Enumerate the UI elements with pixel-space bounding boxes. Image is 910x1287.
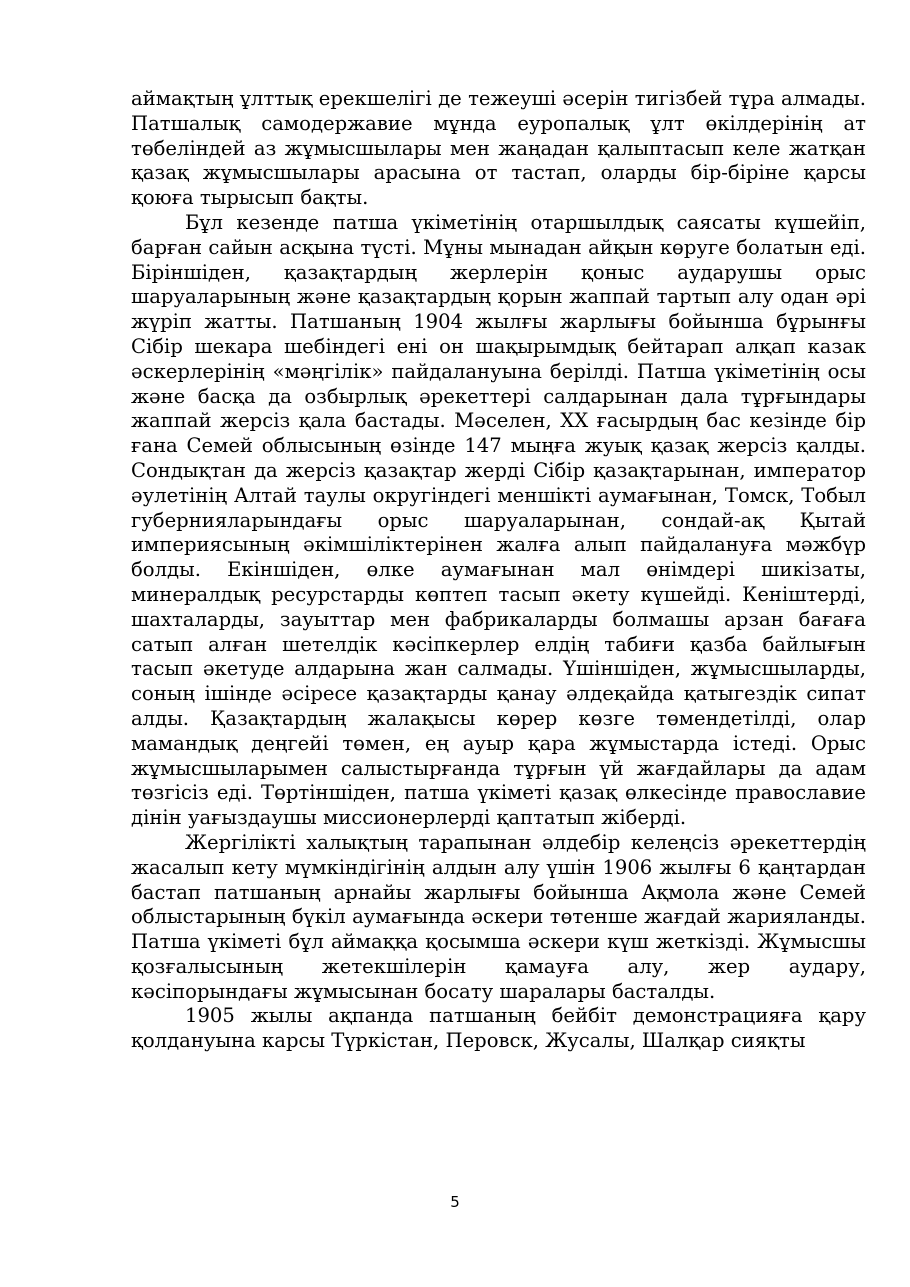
paragraph-3: Жергілікті халықтың тарапынан әлдебір келеңсіз әрекеттердің жасалып кету мүмкіндігінің алдын алу үшін 1906 жылғы 6 қаңтардан бастап патшаның арнайы жарлығы бойынша Ақмола және Семей облыстарының бүкіл аумағында әскери төтенше жағдай жарияланды. Патша үкіметі бұл аймаққа қосымша әскери күш жеткізді. Жұмысшы қозғалысының жетекшілерін қамауға алу, жер аудару, кәсіпорындағы жұмысынан босату шаралары басталды. [131,830,866,1003]
page-number: 5 [450,1193,460,1211]
paragraph-2: Бұл кезенде патша үкіметінің отаршылдық саясаты күшейіп, барған сайын асқына түсті. Мұны мынадан айқын көруге болатын еді. Біріншіден, қазақтардың жерлерін қоныс аударушы орыс шаруаларының және қазақтардың қорын жаппай тартып алу одан әрі жүріп жатты. Патшаның 1904 жылғы жарлығы бойынша бұрынғы Сібір шекара шебіндегі ені он шақырымдық бейтарап алқап казак әскерлерінің «мәңгілік» пайдалануына берілді. Патша үкіметінің осы және басқа да озбырлық әрекеттері салдарынан дала тұрғындары жаппай жерсіз қала бастады. Мәселен, XX ғасырдың бас кезінде бір ғана Семей облысының өзінде 147 мыңға жуық қазақ жерсіз қалды. Сондықтан да жерсіз қазақтар жерді Сібір қазақтарынан, император әулетінің Алтай таулы округіндегі меншікті аумағынан, Томск, Тобыл губернияларындағы орыс шаруаларынан, сондай-ақ Қытай империясының әкімшіліктерінен жалға алып пайдалануға мәжбүр болды. Екіншіден, өлке аумағынан мал өнімдері шикізаты, минералдық ресурстарды көптеп тасып әкету күшейді. Кеніштерді, шахталарды, зауыттар мен фабрикаларды болмашы арзан бағаға сатып алған шетелдік кәсіпкерлер елдің табиғи қазба байлығын тасып әкетуде алдарына жан салмады. Үшіншіден, жұмысшыларды, соның ішінде әсіресе қазақтарды қанау әлдеқайда қатыгездік сипат алды. Қазақтардың жалақысы көрер көзге төмендетілді, олар мамандық деңгейі төмен, ең ауыр қара жұмыстарда істеді. Орыс жұмысшыларымен салыстырғанда тұрғын үй жағдайлары да адам төзгісіз еді. Төртіншіден, патша үкіметі қазақ өлкесінде православие дінін уағыздаушы миссионерлерді қаптатып жіберді. [131,210,866,830]
paragraph-4: 1905 жылы ақпанда патшаның бейбіт демонстрацияға қару қолдануына карсы Түркістан, Перовск, Жусалы, Шалқар сияқты [131,1004,866,1053]
document-body [131,87,866,1054]
paragraph-1: аймақтың ұлттық ерекшелігі де тежеуші әсерін тигізбей тұра алмады. Патшалық самодержавие мұнда еуропалық ұлт өкілдерінің ат төбеліндей аз жұмысшылары мен жаңадан қалыптасып келе жатқан қазақ жұмысшылары арасына от тастап, оларды бір-біріне қарсы қоюға тырысып бақты. [131,87,866,210]
